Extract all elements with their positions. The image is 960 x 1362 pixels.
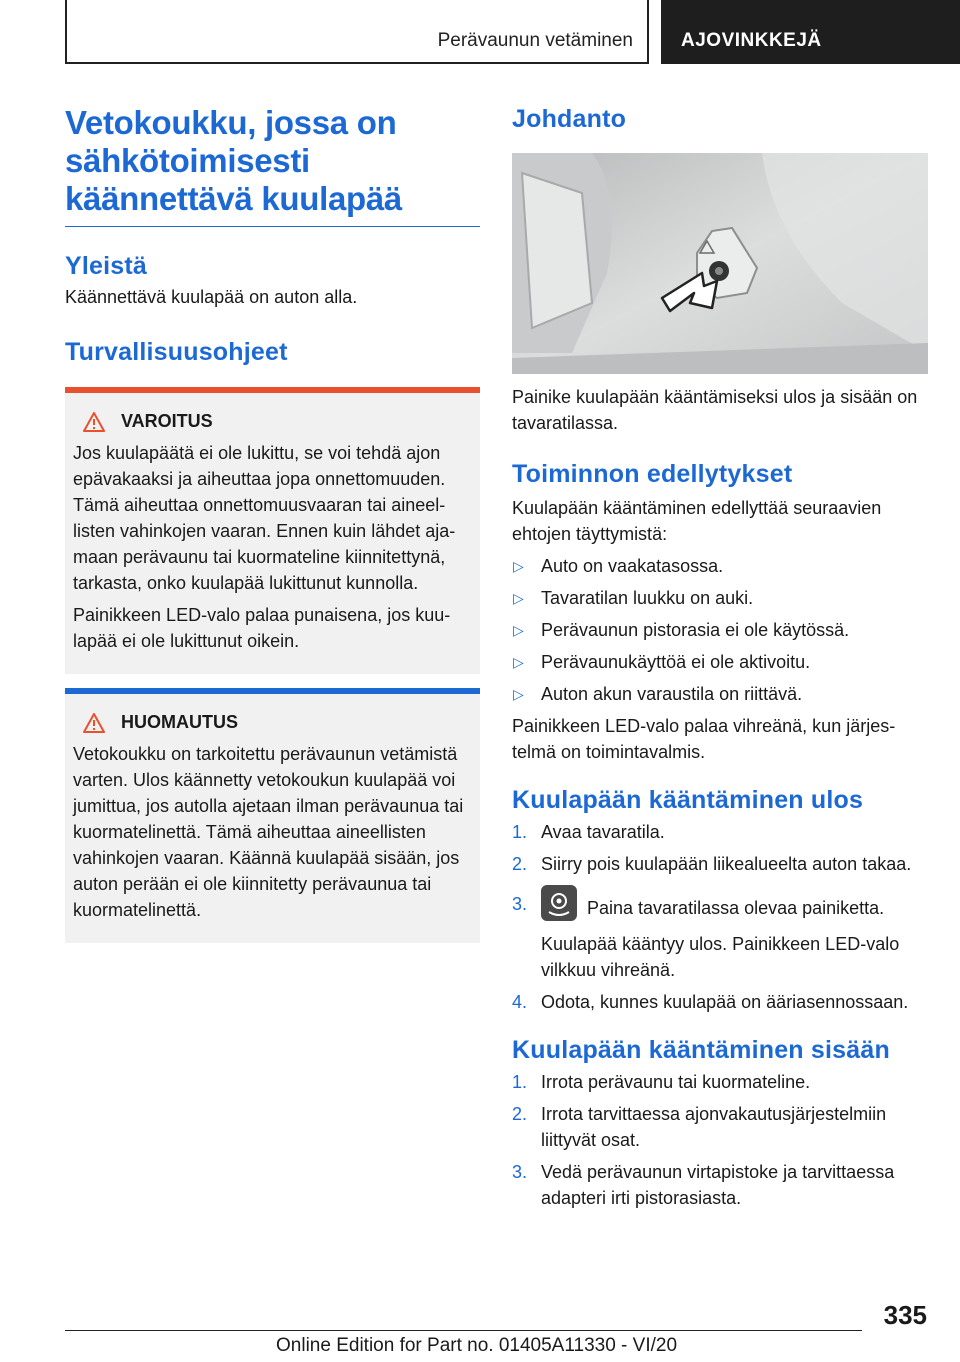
turn-in-steps <box>512 1069 932 1211</box>
list-item: ▷ Auto on vaakatasossa. <box>512 553 932 579</box>
triangle-bullet-icon: ▷ <box>513 558 524 574</box>
prereq-text: Kuulapään kääntäminen edellyttää seuraavien ehtojen täyttymistä: <box>512 498 882 544</box>
warning-triangle-icon <box>83 412 105 432</box>
note-header <box>73 712 472 733</box>
turn-in-heading: Kuulapään kääntäminen sisään <box>512 1036 890 1064</box>
page-title: Vetokoukku, jossa on sähkötoimisesti käännettävä kuulapää <box>65 104 480 227</box>
footer-divider <box>65 1330 862 1331</box>
prereq-list <box>512 553 932 707</box>
page-header <box>0 0 960 66</box>
turn-out-steps <box>512 819 932 1015</box>
step-item: 4. Odota, kunnes kuulapää on ääriasennossaan. <box>512 992 909 1012</box>
safety-heading: Turvallisuusohjeet <box>65 338 288 366</box>
triangle-bullet-icon: ▷ <box>513 622 524 638</box>
general-heading: Yleistä <box>65 252 148 280</box>
caution-triangle-icon <box>83 713 105 733</box>
trunk-button-figure <box>512 153 928 374</box>
note-title: HUOMAUTUS <box>121 712 238 732</box>
turn-out-heading: Kuulapään kääntäminen ulos <box>512 786 864 814</box>
header-chapter-title: AJOVINKKEJÄ <box>661 0 960 64</box>
figure-caption: Painike kuulapään kääntämiseksi ulos ja sisään on tavaratilassa. <box>512 387 918 433</box>
page-number: 335 <box>883 1300 927 1330</box>
list-item: ▷ Perävaunukäyttöä ei ole aktivoitu. <box>512 649 932 675</box>
note-text: Vetokoukku on tarkoitettu perävaunun vetämistä varten. Ulos käännetty vetokoukun kuulapää voi jumittua, jos autolla ajetaan ilman perävaunua tai kuormatelinettä. Tämä aiheuttaa aineellisten vahinkojen vaaran. Käännä kuulapää sisään, jos auton perään ei ole kiinnitetty perävaunua tai kuormatelinettä. <box>73 744 464 920</box>
warning-box <box>65 387 480 674</box>
step-item: 3. Paina tavaratilassa olevaa painiketta. <box>512 891 932 927</box>
step-3-result: Kuulapää kääntyy ulos. Painikkeen LED-valo vilkkuu vihreänä. <box>541 934 900 980</box>
triangle-bullet-icon: ▷ <box>513 686 524 702</box>
list-item: ▷ Tavaratilan luukku on auki. <box>512 585 932 611</box>
step-item: 1. Irrota perävaunu tai kuormateline. <box>512 1072 811 1092</box>
list-item: ▷ Perävaunun pistorasia ei ole käytössä. <box>512 617 932 643</box>
header-section-box <box>65 0 649 64</box>
note-box <box>65 688 480 943</box>
triangle-bullet-icon: ▷ <box>513 654 524 670</box>
warning-header <box>73 411 472 432</box>
prereq-note: Painikkeen LED-valo palaa vihreänä, kun järjestelmä on toimintavalmis. <box>512 716 896 762</box>
footer-edition: Online Edition for Part no. 01405A11330 - VI/20 <box>276 1335 678 1356</box>
list-item: ▷ Auton akun varaustila on riittävä. <box>512 681 932 707</box>
warning-text-1: Jos kuulapäätä ei ole lukittu, se voi tehdä ajon epävakaaksi ja aiheuttaa jopa onnettomuuden. Tämä aiheuttaa onnettomuusvaaran tai aineellisten vahinkojen vaaran. Ennen kuin lähdet ajamaan perävaunu tai kuormateline kiinnitettynä, tarkasta, onko kuulapää lukittunut kunnolla. <box>73 443 456 593</box>
step-item: 2. Irrota tarvittaessa ajonvakautusjärjestelmiin liittyvät osat. <box>512 1104 887 1150</box>
warning-text-2: Painikkeen LED-valo palaa punaisena, jos kuulapää ei ole lukittunut oikein. <box>73 605 451 651</box>
trunk-button-illustration <box>512 153 928 374</box>
prereq-heading: Toiminnon edellytykset <box>512 460 793 488</box>
step-item: 3. Vedä perävaunun virtapistoke ja tarvittaessa adapteri irti pistorasiasta. <box>512 1162 895 1208</box>
left-column <box>65 104 480 943</box>
general-text: Käännettävä kuulapää on auton alla. <box>65 287 358 307</box>
warning-title: VAROITUS <box>121 411 213 431</box>
step-item: 1. Avaa tavaratila. <box>512 822 665 842</box>
intro-heading: Johdanto <box>512 105 627 133</box>
right-column <box>512 104 932 1211</box>
tow-hitch-button-icon <box>541 885 577 921</box>
triangle-bullet-icon: ▷ <box>513 590 524 606</box>
header-section-title: Perävaunun vetäminen <box>437 30 633 51</box>
step-item: 2. Siirry pois kuulapään liikealueelta auton takaa. <box>512 854 912 874</box>
